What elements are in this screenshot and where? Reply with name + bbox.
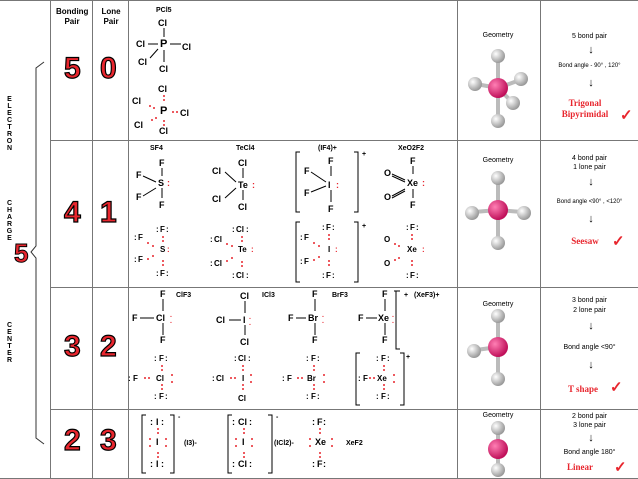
svg-text::: :	[335, 245, 338, 254]
atom-cl: Cl	[134, 120, 143, 130]
svg-text::: :	[416, 223, 419, 232]
svg-text::: :	[376, 392, 379, 401]
svg-text::: :	[422, 245, 425, 254]
pcl5-label: PCl5	[156, 7, 172, 14]
atom-cl: Cl	[156, 313, 165, 323]
svg-text::: :	[210, 259, 213, 268]
atom-f: F	[326, 223, 331, 232]
trigonal-bipyramidal-model	[468, 49, 528, 128]
icl3-structure	[216, 291, 251, 347]
xef3-dot-structure	[356, 353, 410, 405]
atom-f: F	[382, 335, 388, 345]
atom-f: F	[132, 313, 138, 323]
atom-f: F	[328, 156, 334, 166]
atom-f: F	[133, 374, 138, 383]
grid-col0	[50, 0, 51, 479]
row2-arrow-1: ↓	[588, 176, 594, 188]
svg-text::: :	[167, 245, 170, 254]
svg-text::: :	[416, 271, 419, 280]
brf3-structure	[288, 289, 324, 345]
row1-shape: Trigonal Bipyrimidal	[561, 98, 609, 119]
svg-text::: :	[248, 354, 251, 363]
svg-text::: :	[422, 178, 425, 188]
atom-f: F	[410, 156, 416, 166]
svg-text::: :	[232, 459, 235, 469]
row2-arrow-2: ↓	[588, 213, 594, 225]
xef3-label: (XeF3)+	[414, 292, 440, 299]
atom-cl: Cl	[156, 374, 164, 383]
svg-text::: :	[161, 459, 164, 469]
geometry-models	[458, 0, 540, 479]
svg-text::: :	[232, 271, 235, 280]
atom-cl: Cl	[138, 57, 147, 67]
svg-text::: :	[134, 233, 137, 242]
atom-i: I	[242, 437, 245, 447]
atom-o: O	[384, 168, 392, 178]
atom-f: F	[358, 313, 364, 323]
atom-f: F	[138, 233, 143, 242]
brf3-label: BrF3	[332, 292, 348, 299]
row3-angle: Bond angle <90°	[563, 344, 616, 351]
atom-f: F	[304, 257, 309, 266]
svg-text::: :	[406, 271, 409, 280]
row2-lone: 1	[100, 196, 117, 229]
svg-text::: :	[282, 374, 285, 383]
atom-cl: Cl	[240, 291, 249, 301]
svg-text::: :	[154, 354, 157, 363]
row3-pairs-1: 3 bond pair	[571, 297, 608, 304]
atom-cl: Cl	[159, 126, 168, 136]
tecl4-label: TeCl4	[236, 145, 255, 152]
atom-cl: Cl	[238, 202, 247, 212]
row4-lone: 3	[100, 424, 117, 457]
row1-geometry-label: Geometry	[482, 32, 514, 39]
atom-f: F	[312, 289, 318, 299]
atom-s: S	[158, 178, 165, 188]
atom-f: F	[288, 313, 294, 323]
svg-text::: :	[150, 417, 153, 427]
svg-text:.: .	[170, 312, 172, 319]
svg-text::: :	[167, 178, 170, 188]
svg-text:-: -	[276, 414, 279, 421]
atom-f: F	[160, 335, 166, 345]
icl3-label: ICl3	[262, 292, 275, 299]
row3-shape: T shape	[567, 384, 599, 394]
xeo2f2-dot-structure	[384, 223, 425, 280]
svg-text::: :	[306, 354, 309, 363]
svg-text::: :	[300, 233, 303, 242]
if4-structure	[296, 151, 366, 214]
svg-text::: :	[322, 271, 325, 280]
grid-col4	[540, 0, 541, 479]
atom-f: F	[136, 170, 142, 180]
row4-tick: ✓	[614, 459, 627, 476]
row3-tick: ✓	[610, 379, 623, 396]
atom-f: F	[304, 233, 309, 242]
xef2-label: XeF2	[346, 440, 363, 447]
atom-f: F	[159, 354, 164, 363]
atom-cl: Cl	[238, 394, 246, 403]
svg-text::: :	[332, 271, 335, 280]
svg-text::: :	[166, 269, 169, 278]
xeo2f2-label: XeO2F2	[398, 145, 425, 152]
svg-text::: :	[252, 180, 255, 190]
row1-tick: ✓	[620, 107, 633, 124]
pcl5-structure	[136, 18, 191, 74]
side-center-label	[4, 322, 14, 368]
atom-i: I	[242, 374, 245, 383]
row4-pairs-1: 2 bond pair	[571, 413, 608, 420]
atom-i: I	[156, 437, 159, 447]
row3-structures	[128, 287, 457, 409]
row3-pairs-2: 2 lone pair	[573, 307, 606, 314]
svg-text:.: .	[249, 320, 251, 327]
pcl5-dot-structure	[132, 84, 189, 136]
atom-f: F	[136, 192, 142, 202]
atom-f: F	[382, 289, 388, 299]
atom-cl: Cl	[240, 337, 249, 347]
row1-angle: Bond angle - 90° , 120°	[558, 63, 621, 69]
svg-text:.: .	[322, 312, 324, 319]
atom-o: O	[384, 259, 391, 268]
atom-cl: Cl	[132, 96, 141, 106]
row1-bonding: 5	[64, 52, 81, 85]
svg-text::: :	[165, 392, 168, 401]
atom-i: I	[328, 245, 331, 254]
svg-text::: :	[323, 459, 326, 469]
xeo2f2-structure	[384, 156, 425, 210]
atom-cl: Cl	[238, 354, 246, 363]
atom-i: I	[156, 417, 159, 427]
svg-text::: :	[249, 459, 252, 469]
sf4-structure	[136, 158, 170, 210]
side-bracket	[30, 60, 50, 450]
atom-f: F	[311, 354, 316, 363]
header-bonding-pair: Bonding Pair	[56, 7, 89, 26]
atom-s: S	[160, 245, 166, 254]
row1-structures	[128, 0, 457, 140]
svg-text::: :	[387, 392, 390, 401]
atom-f: F	[381, 392, 386, 401]
svg-text::: :	[249, 417, 252, 427]
row1-arrow-2: ↓	[588, 77, 594, 89]
tecl4-structure	[212, 158, 255, 212]
svg-text::: :	[336, 180, 339, 190]
xef2-structure	[309, 417, 333, 469]
svg-text::: :	[246, 271, 249, 280]
side-charge-text: CHARGE	[6, 200, 13, 242]
row1-arrow-1: ↓	[588, 44, 594, 56]
svg-text::: :	[128, 374, 131, 383]
atom-i: I	[328, 180, 331, 190]
svg-text::: :	[322, 223, 325, 232]
atom-f: F	[160, 225, 165, 234]
grid-col1	[92, 0, 93, 479]
clf3-dot-structure	[128, 354, 173, 401]
atom-f: F	[410, 223, 415, 232]
atom-f: F	[304, 166, 310, 176]
atom-f: F	[287, 374, 292, 383]
row1-lone: 0	[100, 52, 117, 85]
atom-f: F	[363, 374, 368, 383]
svg-text::: :	[323, 417, 326, 427]
icl2-structure	[228, 414, 279, 473]
svg-text:.: .	[170, 318, 172, 325]
atom-o: O	[384, 235, 391, 244]
row4-geometry-label: Geometry	[482, 412, 514, 419]
atom-cl: Cl	[158, 18, 167, 28]
atom-cl: Cl	[158, 84, 167, 94]
atom-f: F	[317, 459, 323, 469]
atom-f: F	[328, 204, 334, 214]
svg-text:.: .	[392, 312, 394, 319]
i3-structure	[142, 414, 181, 473]
svg-text::: :	[234, 354, 237, 363]
side-charge-label	[4, 200, 14, 246]
row1-pairs: 5 bond pair	[571, 33, 608, 40]
svg-text::: :	[156, 269, 159, 278]
side-electron-label	[4, 96, 14, 156]
svg-text::: :	[312, 459, 315, 469]
tecl4-dot-structure	[210, 225, 254, 280]
atom-f: F	[160, 289, 166, 299]
atom-i: I	[156, 459, 159, 469]
atom-te: Te	[238, 245, 247, 254]
icl2-label: (ICl2)-	[274, 440, 294, 447]
atom-f: F	[311, 392, 316, 401]
svg-text::: :	[166, 225, 169, 234]
svg-text:.: .	[322, 318, 324, 325]
atom-f: F	[312, 335, 318, 345]
row3-geometry-label: Geometry	[482, 301, 514, 308]
atom-cl: Cl	[236, 225, 244, 234]
svg-text::: :	[165, 354, 168, 363]
atom-xe: Xe	[377, 374, 387, 383]
atom-xe: Xe	[315, 437, 327, 447]
atom-br: Br	[307, 374, 316, 383]
svg-text::: :	[134, 255, 137, 264]
side-center-text: CENTER	[6, 322, 13, 364]
atom-cl: Cl	[238, 459, 247, 469]
row4-pairs-2: 3 lone pair	[573, 422, 606, 429]
sf4-dot-structure	[134, 225, 170, 278]
atom-cl: Cl	[238, 417, 247, 427]
svg-text:.: .	[249, 314, 251, 321]
atom-i: I	[243, 315, 246, 325]
row4-structures	[128, 409, 457, 479]
side-electron-text: ELECTRON	[6, 96, 13, 152]
row3-arrow-1: ↓	[588, 320, 594, 332]
sf4-label: SF4	[150, 145, 163, 152]
t-shape-model	[467, 309, 508, 386]
svg-text::: :	[376, 354, 379, 363]
atom-f: F	[410, 271, 415, 280]
row4-shape: Linear	[567, 462, 593, 472]
atom-f: F	[160, 269, 165, 278]
atom-cl: Cl	[136, 39, 145, 49]
linear-model	[488, 421, 508, 477]
atom-cl: Cl	[182, 42, 191, 52]
atom-p: P	[160, 38, 168, 50]
atom-f: F	[138, 255, 143, 264]
row2-pairs-2: 1 lone pair	[573, 164, 606, 171]
atom-f: F	[410, 200, 416, 210]
svg-text::: :	[210, 235, 213, 244]
svg-text:-: -	[178, 414, 181, 421]
atom-cl: Cl	[159, 64, 168, 74]
svg-text:+: +	[362, 223, 367, 230]
svg-text::: :	[232, 417, 235, 427]
atom-f: F	[326, 271, 331, 280]
brf3-dot-structure	[282, 354, 325, 401]
svg-text::: :	[150, 459, 153, 469]
atom-f: F	[304, 188, 310, 198]
clf3-structure	[132, 289, 172, 345]
atom-te: Te	[238, 180, 248, 190]
atom-cl: Cl	[238, 158, 247, 168]
atom-o: O	[384, 192, 392, 202]
svg-text::: :	[332, 223, 335, 232]
atom-br: Br	[308, 313, 319, 323]
atom-xe: Xe	[407, 178, 419, 188]
atom-f: F	[159, 200, 165, 210]
atom-cl: Cl	[216, 315, 225, 325]
atom-f: F	[381, 354, 386, 363]
atom-xe: Xe	[407, 245, 417, 254]
svg-text::: :	[212, 374, 215, 383]
svg-text::: :	[317, 354, 320, 363]
row3-arrow-2: ↓	[588, 359, 594, 371]
row2-angle: Bond angle <90° , <120°	[556, 199, 623, 205]
clf3-label: ClF3	[176, 292, 192, 299]
svg-text::: :	[317, 392, 320, 401]
svg-text::: :	[232, 225, 235, 234]
svg-text::: :	[154, 392, 157, 401]
svg-text::: :	[312, 417, 315, 427]
row2-structures	[128, 140, 457, 287]
atom-f: F	[159, 158, 165, 168]
xef3-structure	[358, 289, 408, 349]
if4-label: (IF4)+	[318, 145, 337, 152]
atom-f: F	[159, 392, 164, 401]
row2-tick: ✓	[612, 233, 625, 250]
svg-text::: :	[300, 257, 303, 266]
svg-text::: :	[161, 417, 164, 427]
svg-text::: :	[306, 392, 309, 401]
row4-bonding: 2	[64, 424, 81, 457]
svg-text::: :	[251, 245, 254, 254]
atom-p: P	[160, 105, 168, 117]
side-count: 5	[14, 238, 29, 268]
svg-text:+: +	[404, 292, 409, 299]
atom-cl: Cl	[214, 235, 222, 244]
row2-geometry-label: Geometry	[482, 157, 514, 164]
atom-xe: Xe	[378, 313, 390, 323]
row4-arrow-1: ↓	[588, 432, 594, 444]
row4-angle: Bond angle 180°	[563, 449, 616, 456]
atom-cl: Cl	[212, 194, 221, 204]
svg-text::: :	[156, 225, 159, 234]
if4-dot-structure	[296, 222, 366, 282]
atom-cl: Cl	[236, 271, 244, 280]
svg-text:+: +	[362, 151, 367, 158]
atom-cl: Cl	[216, 374, 224, 383]
svg-text:+: +	[406, 354, 411, 361]
atom-f: F	[317, 417, 323, 427]
row2-pairs-1: 4 bond pair	[571, 155, 608, 162]
row2-bonding: 4	[64, 196, 81, 229]
atom-cl: Cl	[212, 166, 221, 176]
svg-text::: :	[387, 354, 390, 363]
svg-text::: :	[358, 374, 361, 383]
i3-label: (I3)-	[184, 440, 197, 447]
atom-cl: Cl	[180, 108, 189, 118]
seesaw-model	[465, 171, 531, 250]
icl3-dot-structure	[212, 354, 252, 403]
atom-cl: Cl	[214, 259, 222, 268]
header-lone-pair: Lone Pair	[101, 7, 121, 26]
row2-shape: Seesaw	[571, 236, 599, 246]
row3-lone: 2	[100, 330, 117, 363]
svg-text::: :	[406, 223, 409, 232]
svg-text:.: .	[392, 318, 394, 325]
row3-bonding: 3	[64, 330, 81, 363]
svg-text::: :	[246, 225, 249, 234]
